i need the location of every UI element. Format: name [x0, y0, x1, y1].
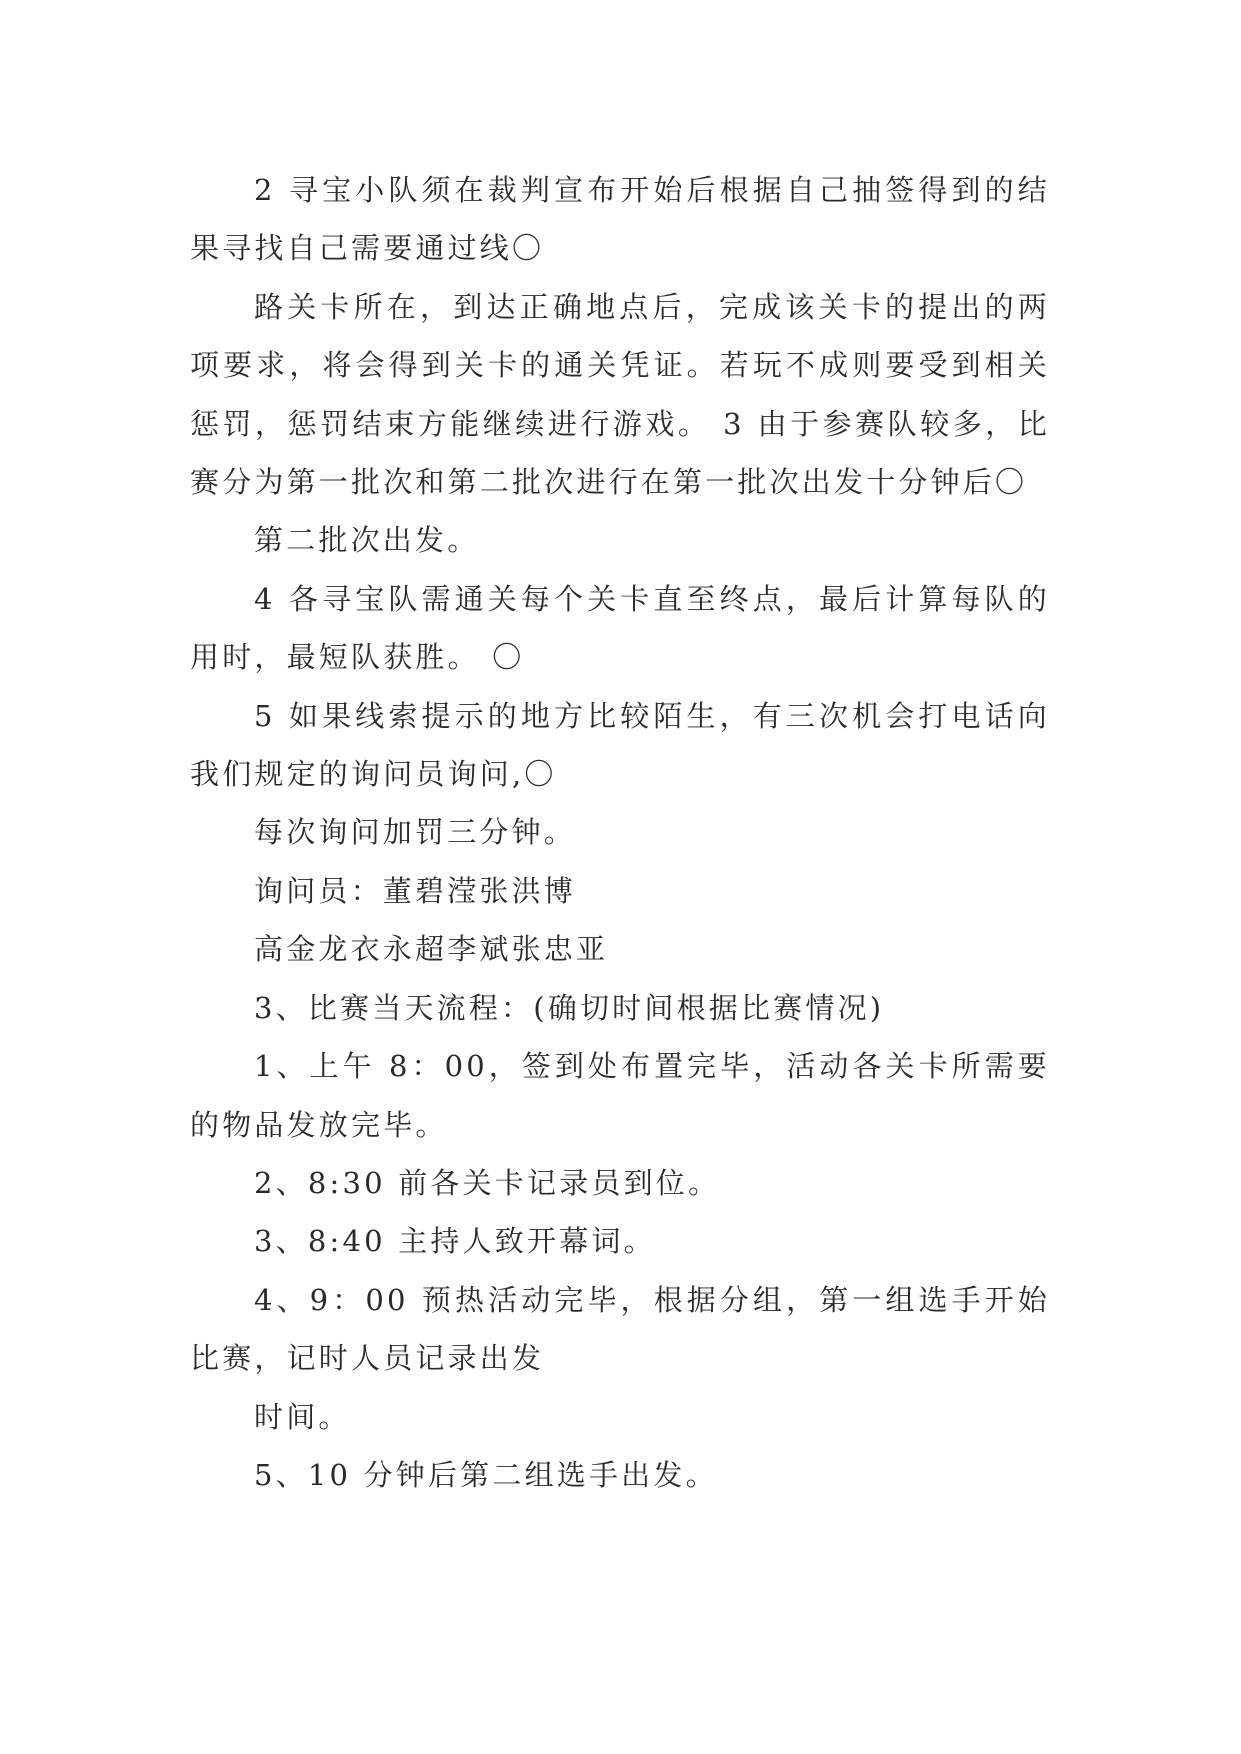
paragraph-1: 2 寻宝小队须在裁判宣布开始后根据自己抽签得到的结果寻找自己需要通过线〇	[190, 173, 1050, 266]
paragraph-8: 高金龙衣永超李斌张忠亚	[254, 932, 609, 967]
paragraph-14: 时间。	[254, 1399, 351, 1434]
paragraph-3: 第二批次出发。	[254, 523, 480, 558]
paragraph-11: 2、8:30 前各关卡记录员到位。	[254, 1165, 721, 1200]
paragraph-2: 路关卡所在，到达正确地点后，完成该关卡的提出的两项要求，将会得到关卡的通关凭证。若玩不成则要受到相关惩罚，惩罚结束方能继续进行游戏。 3 由于参赛队较多，比赛分为第一批次和第二批次进行在第一批次出发十分钟后〇	[190, 289, 1050, 500]
paragraph-9: 3、比赛当天流程：(确切时间根据比赛情况)	[254, 990, 885, 1025]
paragraph-5: 5 如果线索提示的地方比较陌生，有三次机会打电话向我们规定的询问员询问,〇	[190, 698, 1050, 792]
document-body	[190, 161, 1050, 1504]
paragraph-10: 1、上午 8：00，签到处布置完毕，活动各关卡所需要的物品发放完毕。	[190, 1049, 1050, 1142]
paragraph-15: 5、10 分钟后第二组选手出发。	[254, 1457, 718, 1492]
paragraph-7: 询问员：董碧滢张洪博	[254, 873, 577, 908]
paragraph-12: 3、8:40 主持人致开幕词。	[254, 1224, 656, 1259]
paragraph-6: 每次询问加罚三分钟。	[254, 815, 577, 850]
paragraph-13: 4、9：00 预热活动完毕，根据分组，第一组选手开始比赛，记时人员记录出发	[190, 1282, 1050, 1376]
paragraph-4: 4 各寻宝队需通关每个关卡直至终点，最后计算每队的用时，最短队获胜。 〇	[190, 581, 1050, 675]
